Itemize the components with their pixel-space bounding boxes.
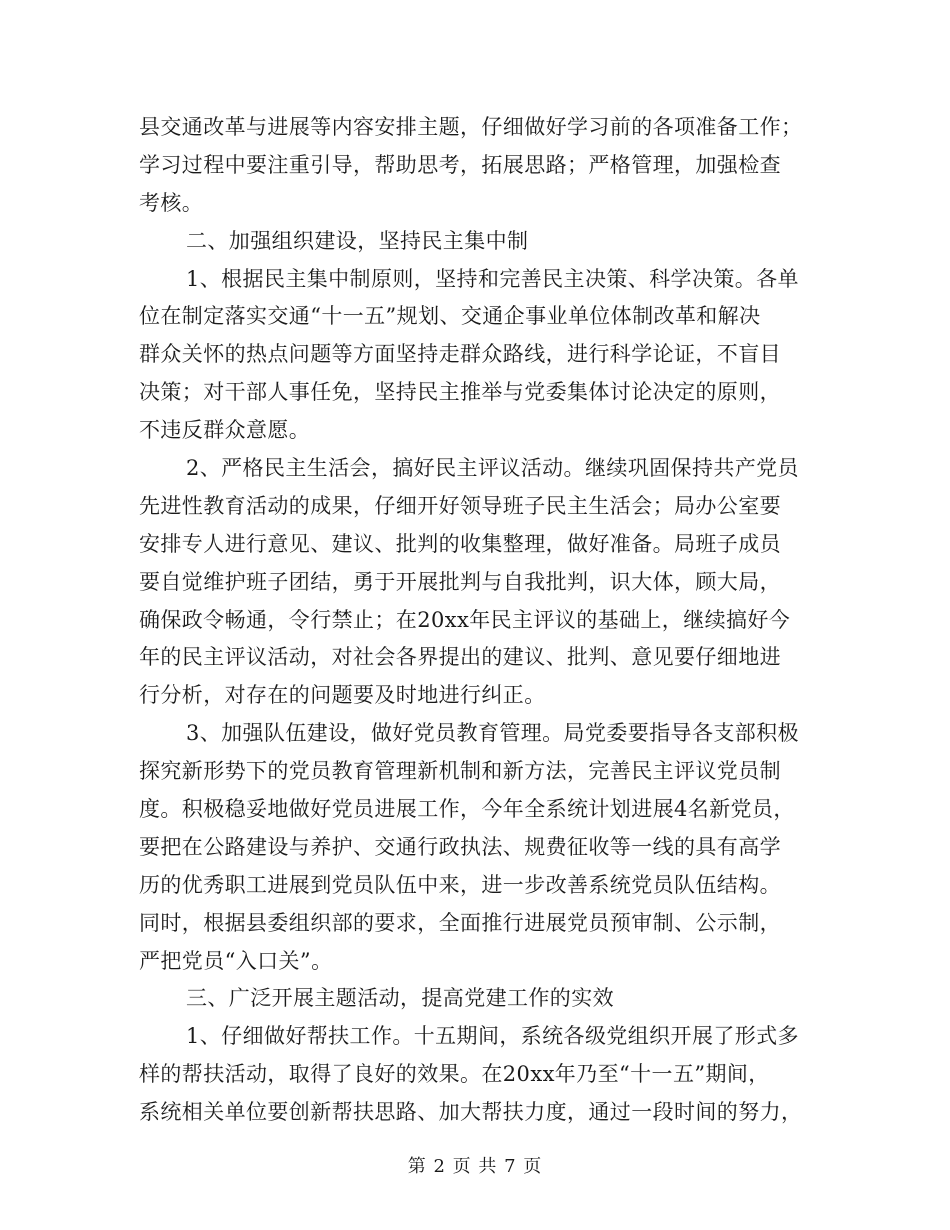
page-footer: 第 2 页 共 7 页 bbox=[407, 1156, 543, 1177]
text-line: 度。积极稳妥地做好党员进展工作，今年全系统计划进展4名新党员， bbox=[139, 797, 795, 822]
text-line: 确保政令畅通，令行禁止；在20xx年民主评议的基础上，继续搞好今 bbox=[139, 607, 791, 632]
text-line: 严把党员“入口关”。 bbox=[139, 948, 333, 973]
text-line: 年的民主评议活动，对社会各界提出的建议、批判、意见要仔细地进 bbox=[139, 645, 781, 670]
text-line: 3、加强队伍建设，做好党员教育管理。局党委要指导各支部积极 bbox=[186, 721, 799, 746]
text-line: 要把在公路建设与养护、交通行政执法、规费征收等一线的具有高学 bbox=[139, 834, 781, 859]
text-line: 探究新形势下的党员教育管理新机制和新方法，完善民主评议党员制 bbox=[139, 759, 781, 784]
text-line: 位在制定落实交通“十一五”规划、交通企事业单位体制改革和解决 bbox=[139, 304, 761, 329]
text-line: 1、仔细做好帮扶工作。十五期间，系统各级党组织开展了形式多 bbox=[186, 1024, 799, 1049]
text-line: 学习过程中要注重引导，帮助思考，拓展思路；严格管理，加强检查 bbox=[139, 152, 781, 177]
text-line: 同时，根据县委组织部的要求，全面推行进展党员预审制、公示制， bbox=[139, 910, 781, 935]
text-line: 二、加强组织建设，坚持民主集中制 bbox=[186, 228, 529, 253]
text-line: 系统相关单位要创新帮扶思路、加大帮扶力度，通过一段时间的努力， bbox=[139, 1100, 803, 1125]
text-line: 要自觉维护班子团结，勇于开展批判与自我批判，识大体，顾大局， bbox=[139, 569, 781, 594]
text-line: 三、广泛开展主题活动，提高党建工作的实效 bbox=[186, 986, 614, 1011]
text-line: 群众关怀的热点问题等方面坚持走群众路线，进行科学论证，不盲目 bbox=[139, 342, 781, 367]
document-body bbox=[139, 109, 803, 1132]
text-line: 1、根据民主集中制原则，坚持和完善民主决策、科学决策。各单 bbox=[186, 266, 799, 291]
text-line: 县交通改革与进展等内容安排主题，仔细做好学习前的各项准备工作； bbox=[139, 115, 803, 139]
text-line: 行分析，对存在的问题要及时地进行纠正。 bbox=[139, 683, 546, 708]
text-line: 先进性教育活动的成果，仔细开好领导班子民主生活会；局办公室要 bbox=[139, 493, 781, 518]
text-line: 不违反群众意愿。 bbox=[139, 418, 311, 443]
text-line: 2、严格民主生活会，搞好民主评议活动。继续巩固保持共产党员 bbox=[186, 456, 799, 481]
text-line: 样的帮扶活动，取得了良好的效果。在20xx年乃至“十一五”期间， bbox=[139, 1062, 770, 1087]
text-line: 安排专人进行意见、建议、批判的收集整理，做好准备。局班子成员 bbox=[139, 531, 781, 556]
text-line: 考核。 bbox=[139, 190, 204, 215]
text-line: 决策；对干部人事任免，坚持民主推举与党委集体讨论决定的原则， bbox=[139, 380, 781, 405]
text-line: 历的优秀职工进展到党员队伍中来，进一步改善系统党员队伍结构。 bbox=[139, 872, 781, 897]
